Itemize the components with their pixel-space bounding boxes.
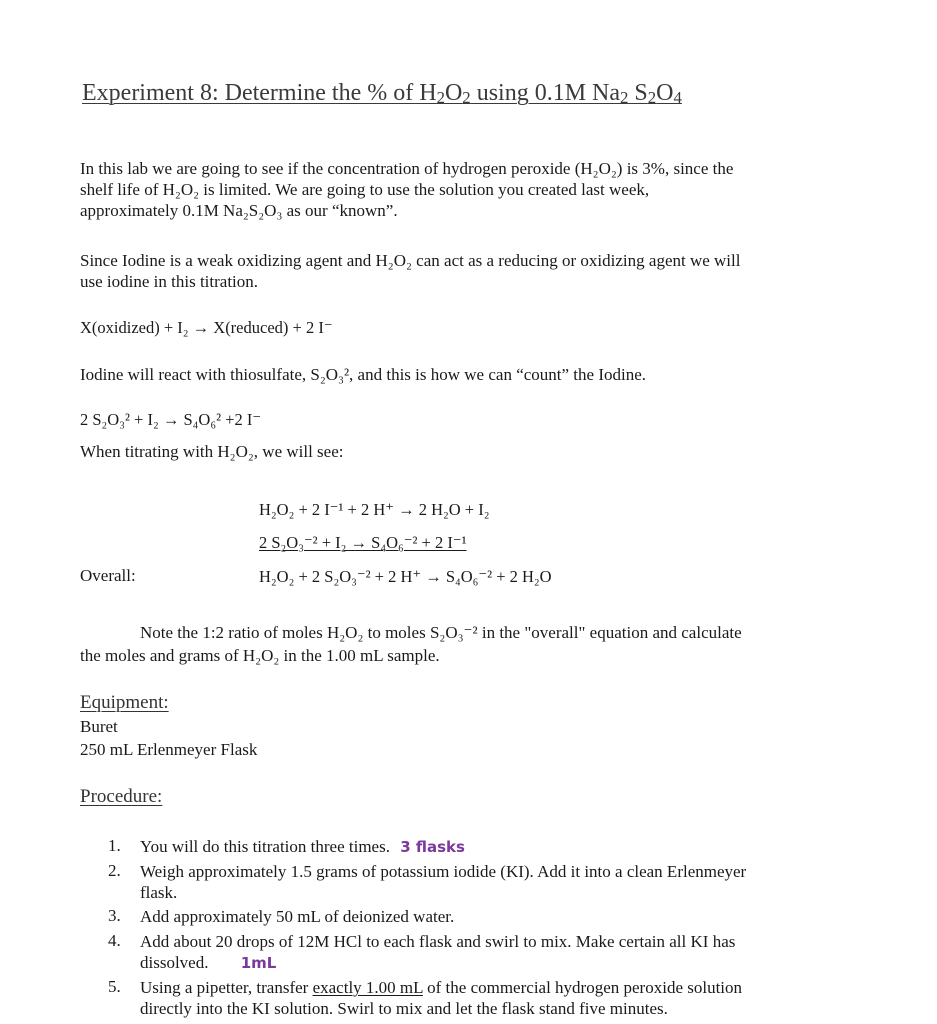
note-line-1: Note the 1:2 ratio of moles H₂O₂ to moles S₂O₃⁻² in the "overall" equation and calculate xyxy=(140,623,742,642)
step-5-prefix: Using a pipetter, transfer xyxy=(140,978,313,997)
step-4-line-2 xyxy=(140,952,735,974)
step-5-line-2: directly into the KI solution. Swirl to mix and let the flask stand five minutes. xyxy=(140,999,668,1018)
intro-line-2: shelf life of H₂O₂ is limited. We are going to use the solution you created last week, xyxy=(80,180,650,199)
equation-redox-general: X(oxidized) + I₂ → X(reduced) + 2 I⁻ xyxy=(80,318,333,337)
equipment-item-flask: 250 mL Erlenmeyer Flask xyxy=(80,740,258,759)
iodine-paragraph xyxy=(80,250,740,292)
step-number-1: 1. xyxy=(108,836,121,855)
step-5-text xyxy=(140,977,742,1019)
equation-thiosulfate-iodine: 2 S₂O₃² + I₂ → S₄O₆² +2 I⁻ xyxy=(80,410,262,429)
intro-line-1: In this lab we are going to see if the concentration of hydrogen peroxide (H₂O₂) is 3%, since the xyxy=(80,159,734,178)
handwritten-note-1ml: 1mL xyxy=(240,954,277,972)
step-4-text xyxy=(140,931,735,974)
reaction-peroxide-iodide: H₂O₂ + 2 I⁻¹ + 2 H⁺ → 2 H₂O + I₂ xyxy=(259,500,490,519)
note-line-2: the moles and grams of H₂O₂ in the 1.00 mL sample. xyxy=(80,646,440,665)
step-5-suffix: of the commercial hydrogen peroxide solution xyxy=(422,978,743,997)
step-number-2: 2. xyxy=(108,861,121,880)
iodine-line-1: Since Iodine is a weak oxidizing agent and H₂O₂ can act as a reducing or oxidizing agent we will xyxy=(80,251,741,270)
intro-line-3: approximately 0.1M Na₂S₂O₃ as our “known”. xyxy=(80,201,398,220)
step-5-line-1 xyxy=(140,977,742,998)
page-title: Experiment 8: Determine the % of H2O2 using 0.1M Na2 S2O4 xyxy=(82,80,682,107)
step-3-text: Add approximately 50 mL of deionized water. xyxy=(140,907,455,926)
thiosulfate-text: Iodine will react with thiosulfate, S₂O₃², and this is how we can “count” the Iodine. xyxy=(80,365,647,384)
step-number-5: 5. xyxy=(108,977,121,996)
step-4-line-1: Add about 20 drops of 12M HCl to each flask and swirl to mix. Make certain all KI has xyxy=(140,932,736,951)
handwritten-note-3-flasks: 3 flasks xyxy=(400,838,465,856)
reaction-thiosulfate: 2 S₂O₃⁻² + I₂ → S₄O₆⁻² + 2 I⁻¹ xyxy=(259,533,467,552)
step-1-text xyxy=(140,836,465,858)
step-number-4: 4. xyxy=(108,931,121,950)
intro-paragraph xyxy=(80,158,733,221)
step-2-line-2: flask. xyxy=(140,883,178,902)
equipment-heading: Equipment: xyxy=(80,692,169,713)
equipment-item-buret: Buret xyxy=(80,717,118,736)
step-4-line-2-text: dissolved. xyxy=(140,953,209,972)
reaction-overall: H₂O₂ + 2 S₂O₃⁻² + 2 H⁺ → S₄O₆⁻² + 2 H₂O xyxy=(259,567,552,586)
iodine-line-2: use iodine in this titration. xyxy=(80,272,259,291)
procedure-heading: Procedure: xyxy=(80,786,163,807)
overall-label: Overall: xyxy=(80,566,136,585)
step-number-3: 3. xyxy=(108,906,121,925)
step-5-underlined: exactly 1.00 mL xyxy=(312,978,423,997)
step-1-line-1: You will do this titration three times. xyxy=(140,837,390,856)
step-2-line-1: Weigh approximately 1.5 grams of potassium iodide (KI). Add it into a clean Erlenmeyer xyxy=(140,862,747,881)
step-2-text xyxy=(140,861,746,903)
titrating-text: When titrating with H₂O₂, we will see: xyxy=(80,442,344,461)
